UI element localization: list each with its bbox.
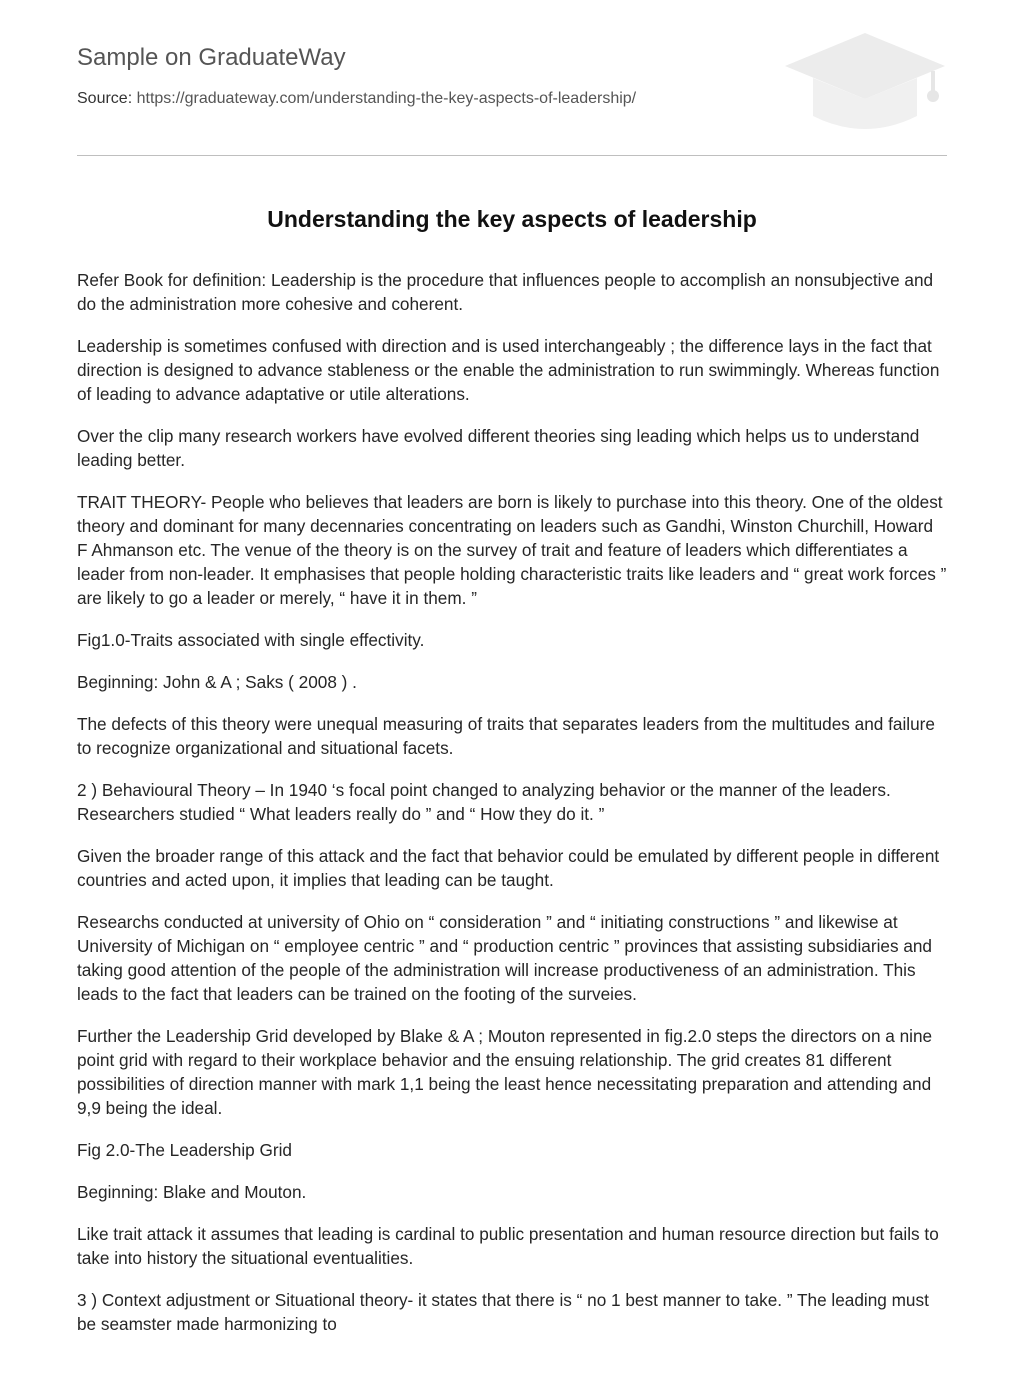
paragraph: Refer Book for definition: Leadership is the procedure that influences people to accomplish an nonsubjective and do the administration more cohesive and coherent. (77, 270, 934, 314)
paragraph: Like trait attack it assumes that leading is cardinal to public presentation and human resource direction but fails to take into history the situational eventualities. (77, 1224, 939, 1268)
paragraph: Researchs conducted at university of Ohio on “ consideration ” and “ initiating constructions ” and likewise at University of Michigan on “ employee centric ” and “ production centric ” provinces that assisting subsidiaries and taking good attention of the people of the administration will increase productiveness of an administration. This leads to the fact that leaders can be trained on the footing of the surveies. (77, 912, 932, 1004)
site-name: Sample on GraduateWay (77, 44, 346, 71)
article-title: Understanding the key aspects of leadership (267, 206, 757, 232)
figure-caption: Fig 2.0-The Leadership Grid (77, 1140, 292, 1160)
source-label: Source: (77, 90, 133, 107)
paragraph: Further the Leadership Grid developed by Blake & A ; Mouton represented in fig.2.0 steps the directors on a nine point grid with regard to their workplace behavior and the ensuing relationship. The grid creates 81 different possibilities of direction manner with mark 1,1 being the least hence necessitating preparation and attending and 9,9 being the ideal. (77, 1026, 933, 1118)
paragraph: Given the broader range of this attack and the fact that behavior could be emulated by different people in different countries and acted upon, it implies that leading can be taught. (77, 846, 940, 890)
paragraph: Leadership is sometimes confused with direction and is used interchangeably ; the difference lays in the fact that direction is designed to advance stableness or the enable the administration to run swimmingly. Whereas function of leading to advance adaptative or utile alterations. (77, 336, 940, 404)
paragraph: 3 ) Context adjustment or Situational theory- it states that there is “ no 1 best manner to take. ” The leading must be seamster made harmonizing to (77, 1290, 929, 1334)
figure-source: Beginning: Blake and Mouton. (77, 1182, 307, 1202)
source-line (77, 90, 636, 108)
figure-source: Beginning: John & A ; Saks ( 2008 ) . (77, 672, 357, 692)
graduation-cap-icon (781, 30, 949, 134)
figure-caption: Fig1.0-Traits associated with single effectivity. (77, 630, 425, 650)
page-header (77, 0, 947, 156)
source-link[interactable]: https://graduateway.com/understanding-the-key-aspects-of-leadership/ (136, 90, 637, 107)
article-body (77, 268, 947, 1354)
paragraph: 2 ) Behavioural Theory – In 1940 ‘s focal point changed to analyzing behavior or the manner of the leaders. Researchers studied “ What leaders really do ” and “ How they do it. ” (77, 780, 891, 824)
header-divider (77, 155, 947, 156)
paragraph: TRAIT THEORY- People who believes that leaders are born is likely to purchase into this theory. One of the oldest theory and dominant for many decennaries concentrating on leaders such as Gandhi, Winston Churchill, Howard F Ahmanson etc. The venue of the theory is on the survey of trait and feature of leaders which differentiates a leader from non-leader. It emphasises that people holding characteristic traits like leaders and “ great work forces ” are likely to go a leader or merely, “ have it in them. ” (77, 492, 947, 608)
paragraph: Over the clip many research workers have evolved different theories sing leading which helps us to understand leading better. (77, 426, 920, 470)
paragraph: The defects of this theory were unequal measuring of traits that separates leaders from the multitudes and failure to recognize organizational and situational facets. (77, 714, 935, 758)
